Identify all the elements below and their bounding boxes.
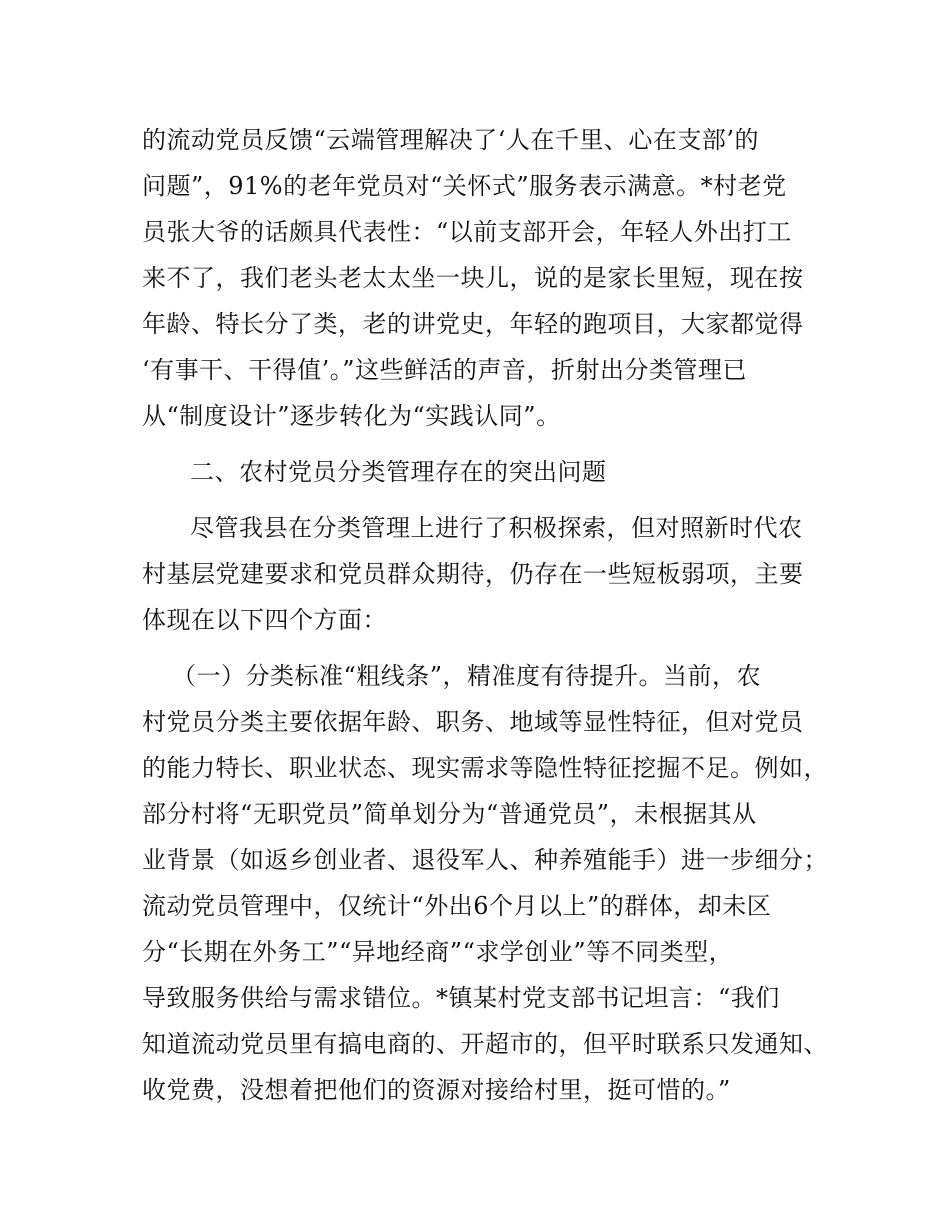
text-line: 体现在以下四个方面： bbox=[142, 606, 387, 634]
paragraph-1 bbox=[142, 117, 832, 439]
text-line: 收党费，没想着把他们的资源对接给村里，挺可惜的。” bbox=[142, 1076, 731, 1104]
text-line: 员张大爷的话颇具代表性：“以前支部开会，年轻人外出打工 bbox=[142, 218, 792, 246]
text-line: 知道流动党员里有搞电商的、开超市的，但平时联系只发通知、 bbox=[142, 1030, 828, 1058]
text-line: （一）分类标准“粗线条”，精准度有待提升。当前，农 bbox=[172, 662, 762, 690]
text-line: 年龄、特长分了类，老的讲党史，年轻的跑项目，大家都觉得 bbox=[142, 310, 804, 338]
text-line: 流动党员管理中，仅统计“外出6个月以上”的群体，却未区 bbox=[142, 892, 772, 920]
text-line: 分“长期在外务工”“异地经商”“求学创业”等不同类型， bbox=[142, 938, 734, 966]
text-line: 从“制度设计”逐步转化为“实践认同”。 bbox=[142, 402, 561, 430]
section-heading: 二、农村党员分类管理存在的突出问题 bbox=[190, 458, 607, 486]
text-line: 业背景（如返乡创业者、退役军人、种养殖能手）进一步细分； bbox=[142, 846, 828, 874]
document-body bbox=[142, 117, 832, 1113]
text-line: 尽管我县在分类管理上进行了积极探索，但对照新时代农 bbox=[190, 514, 803, 542]
paragraph-2 bbox=[142, 505, 832, 643]
text-line: 村基层党建要求和党员群众期待，仍存在一些短板弱项，主要 bbox=[142, 560, 804, 588]
text-line: 部分村将“无职党员”简单划分为“普通党员”，未根据其从 bbox=[142, 800, 757, 828]
text-line: 村党员分类主要依据年龄、职务、地域等显性特征，但对党员 bbox=[142, 708, 804, 736]
text-line: 来不了，我们老头老太太坐一块儿，说的是家长里短，现在按 bbox=[142, 264, 804, 292]
paragraph-3 bbox=[142, 653, 832, 1113]
text-line: 问题”，91%的老年党员对“关怀式”服务表示满意。*村老党 bbox=[142, 172, 787, 200]
text-line: 导致服务供给与需求错位。*镇某村党支部书记坦言：“我们 bbox=[142, 984, 780, 1012]
text-line: ‘有事干、干得值’。”这些鲜活的声音，折射出分类管理已 bbox=[142, 356, 748, 384]
text-line: 的能力特长、职业状态、现实需求等隐性特征挖掘不足。例如， bbox=[142, 754, 828, 782]
text-line: 的流动党员反馈“云端管理解决了‘人在千里、心在支部’的 bbox=[142, 126, 760, 154]
